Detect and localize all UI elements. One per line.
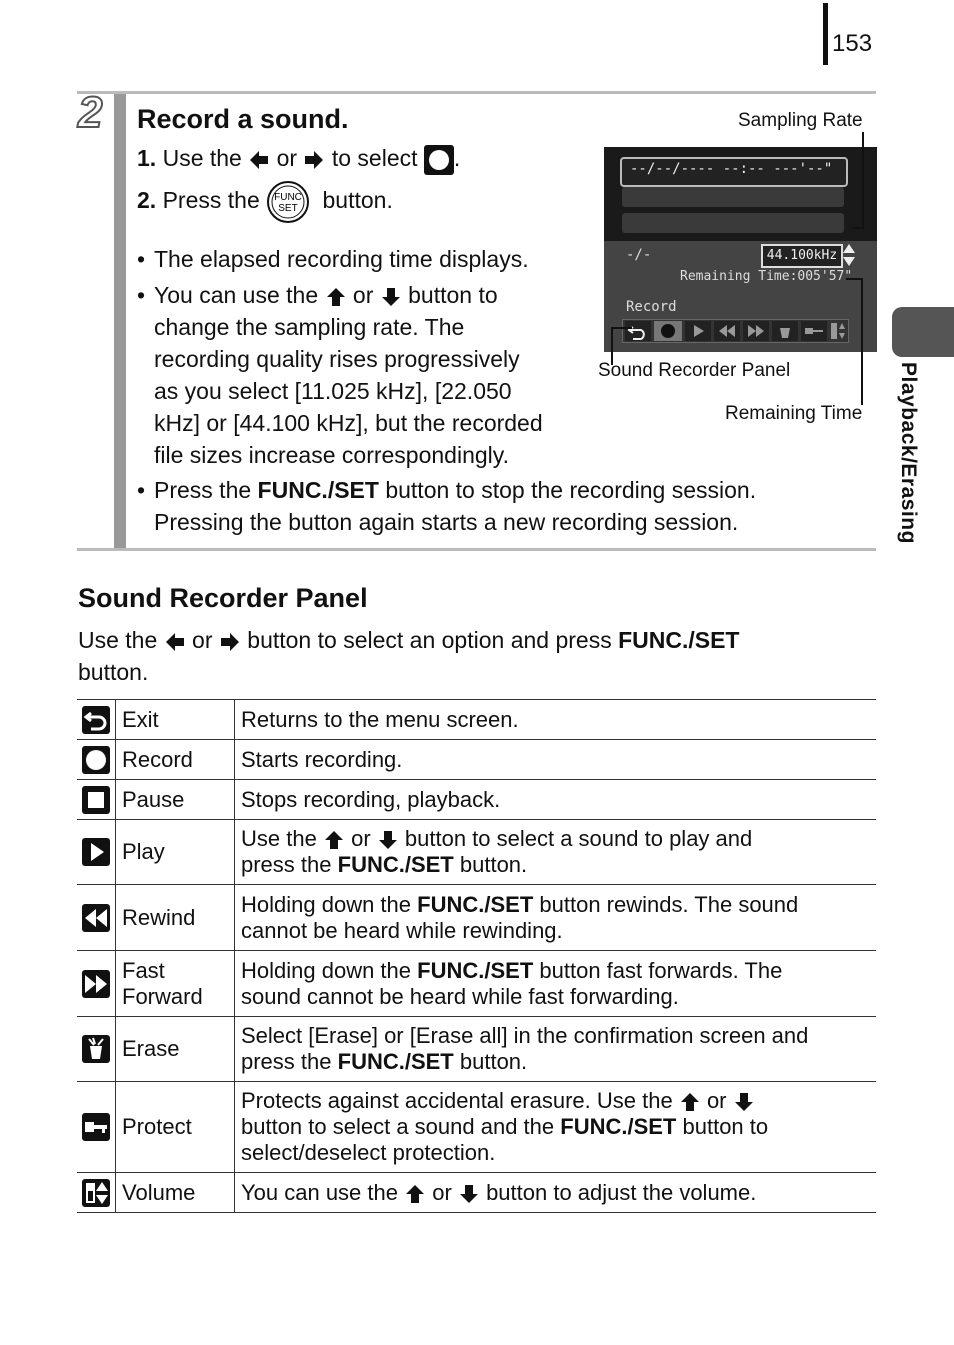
desc-text: press the: [241, 1049, 332, 1074]
substep-1-text-2: to select: [331, 145, 418, 171]
table-row: [77, 1173, 876, 1213]
desc-bold: FUNC./SET: [337, 852, 454, 877]
option-description: [235, 951, 877, 1017]
table-icon-cell: [77, 1173, 116, 1213]
bullet-2-post: button to: [408, 282, 498, 308]
option-description: Returns to the menu screen.: [235, 700, 877, 740]
bullet-3-bold: FUNC./SET: [257, 477, 379, 503]
table-icon-cell: [77, 885, 116, 951]
arrow-up-icon: [404, 1183, 426, 1205]
step-number: 2: [78, 88, 103, 137]
intro-post: button to select an option and press: [247, 627, 612, 653]
counter-text: -/-: [626, 247, 652, 263]
table-row: [77, 1017, 876, 1082]
desc-line-1: [241, 826, 752, 852]
desc-bold: FUNC./SET: [337, 1049, 454, 1074]
desc-bold: FUNC./SET: [417, 957, 534, 983]
substep-1-or: or: [276, 145, 298, 171]
bullet-dot: •: [137, 477, 146, 503]
substep-2-number: 2.: [137, 187, 157, 214]
substep-2: [137, 180, 393, 224]
substep-1-number: 1.: [137, 145, 157, 171]
record-icon: [424, 145, 454, 175]
func-set-button-icon: [266, 180, 310, 224]
volume-icon: [82, 1179, 110, 1207]
option-name-line: Fast: [122, 957, 165, 983]
option-description: [235, 820, 877, 885]
desc-text: select/deselect protection.: [241, 1140, 496, 1165]
desc-text: Select [Erase] or [Erase all] in the confirmation screen and: [241, 1023, 809, 1048]
table-row: [77, 885, 876, 951]
section-title: Sound Recorder Panel: [78, 583, 368, 613]
desc-text: press the: [241, 852, 332, 877]
desc-text: button rewinds. The sound: [539, 891, 799, 917]
desc-text: cannot be heard while rewinding.: [241, 917, 563, 943]
table-row: [77, 951, 876, 1017]
option-name: Play: [116, 820, 235, 885]
desc-text: button.: [459, 1049, 528, 1074]
desc-or: or: [351, 826, 371, 851]
desc-text: Holding down the: [241, 891, 412, 917]
section-intro-line-1: [78, 624, 739, 656]
desc-or: or: [706, 1088, 727, 1113]
section-intro-line-2: button.: [78, 659, 149, 685]
remaining-time-label: Remaining Time: [725, 403, 863, 424]
bullet-2-line-3: recording quality rises progressively: [154, 346, 520, 372]
option-name: Exit: [116, 700, 235, 740]
arrow-down-icon: [733, 1091, 755, 1113]
option-description: [235, 1082, 877, 1173]
table-icon-cell: [77, 820, 116, 885]
exit-icon: [82, 706, 110, 734]
desc-text: Protects against accidental erasure. Use the: [241, 1088, 673, 1113]
arrow-right-icon: [303, 149, 325, 171]
substep-1-end: .: [453, 145, 461, 171]
step-bottom-rule: [77, 548, 876, 551]
desc-bold: FUNC./SET: [417, 891, 534, 917]
pause-icon: [82, 786, 110, 814]
rewind-icon: [82, 904, 110, 932]
date-field-text: --/--/---- --:-- ---'--": [630, 161, 833, 177]
table-row: [77, 820, 876, 885]
bullet-3-post: button to stop the recording session.: [385, 477, 757, 503]
protect-icon: [82, 1113, 110, 1141]
bullet-dot: •: [137, 246, 146, 272]
sampling-rate-label: Sampling Rate: [738, 110, 863, 131]
option-name: Record: [116, 740, 235, 780]
option-name: Rewind: [116, 885, 235, 951]
play-icon: [82, 838, 110, 866]
bullet-2-line-6: file sizes increase correspondingly.: [154, 442, 509, 468]
option-name: Erase: [116, 1017, 235, 1082]
desc-text: button fast forwards. The: [539, 957, 783, 983]
step-side-bar: [114, 94, 126, 549]
option-name: Volume: [116, 1173, 235, 1213]
bullet-2-or: or: [352, 282, 374, 308]
intro-or: or: [192, 627, 213, 653]
arrow-right-icon: [219, 631, 241, 653]
desc-line-1: [241, 1088, 755, 1114]
option-description: Starts recording.: [235, 740, 877, 780]
bullet-2-line-1: [154, 279, 498, 311]
desc-text: button to: [682, 1114, 769, 1139]
option-description: [235, 885, 877, 951]
svg-text:FUNC: FUNC: [274, 192, 303, 203]
table-icon-cell: [77, 700, 116, 740]
arrow-down-icon: [377, 829, 399, 851]
option-name: [116, 951, 235, 1017]
option-description: [235, 1173, 877, 1213]
desc-bold: FUNC./SET: [560, 1114, 677, 1139]
bullet-2-pre: You can use the: [154, 282, 319, 308]
option-name-line: Forward: [122, 983, 203, 1009]
table-icon-cell: [77, 951, 116, 1017]
arrow-up-icon: [323, 829, 345, 851]
page-number: 153: [832, 30, 873, 57]
arrow-down-icon: [458, 1183, 480, 1205]
table-icon-cell: [77, 740, 116, 780]
option-name: Pause: [116, 780, 235, 820]
table-icon-cell: [77, 1017, 116, 1082]
record-label: Record: [626, 299, 677, 315]
step-title: Record a sound.: [137, 104, 349, 134]
section-tab: [892, 307, 954, 357]
svg-text:SET: SET: [278, 203, 298, 214]
bullet-2-line-2: change the sampling rate. The: [154, 314, 465, 340]
step-top-rule: [77, 91, 876, 94]
bullet-1-text: The elapsed recording time displays.: [154, 246, 529, 272]
intro-pre: Use the: [78, 627, 158, 653]
desc-text: Use the: [241, 826, 317, 851]
page-number-rule: [823, 3, 828, 65]
table-row: [77, 740, 876, 780]
bullet-3-line-2: Pressing the button again starts a new recording session.: [154, 509, 739, 535]
table-icon-cell: [77, 780, 116, 820]
desc-or: or: [432, 1179, 452, 1205]
bullet-3-line-1: [154, 474, 756, 506]
desc-text: You can use the: [241, 1179, 398, 1205]
bullet-2-line-5: kHz] or [44.100 kHz], but the recorded: [154, 410, 543, 436]
option-description: Stops recording, playback.: [235, 780, 877, 820]
option-name: Protect: [116, 1082, 235, 1173]
desc-text: Holding down the: [241, 957, 412, 983]
intro-bold: FUNC./SET: [618, 627, 740, 653]
substep-2-text: Press the: [162, 187, 260, 214]
panel-options-table: [77, 699, 876, 1213]
table-row: [77, 780, 876, 820]
record-icon: [82, 746, 110, 774]
arrow-left-icon: [248, 149, 270, 171]
bullet-2-line-4: as you select [11.025 kHz], [22.050: [154, 378, 512, 404]
fast-forward-icon: [82, 970, 110, 998]
table-row: [77, 1082, 876, 1173]
arrow-up-icon: [325, 286, 347, 308]
desc-text: button.: [459, 852, 528, 877]
arrow-down-icon: [380, 286, 402, 308]
substep-1: [137, 142, 460, 175]
option-description: [235, 1017, 877, 1082]
desc-text: sound cannot be heard while fast forwarding.: [241, 983, 679, 1009]
desc-text: button to adjust the volume.: [486, 1179, 757, 1205]
sound-recorder-panel-label: Sound Recorder Panel: [598, 360, 791, 381]
bullet-dot: •: [137, 282, 146, 308]
erase-icon: [82, 1035, 110, 1063]
arrow-left-icon: [164, 631, 186, 653]
substep-2-text-2: button.: [322, 187, 393, 214]
remaining-time-text: Remaining Time:005'57": [680, 269, 853, 284]
section-tab-label: Playback/Erasing: [897, 362, 920, 544]
desc-text: button to select a sound to play and: [404, 826, 753, 851]
arrow-up-icon: [679, 1091, 701, 1113]
table-icon-cell: [77, 1082, 116, 1173]
sampling-rate-field: 44.100kHz: [761, 244, 843, 268]
table-row: [77, 700, 876, 740]
desc-text: button to select a sound and the: [241, 1114, 555, 1139]
substep-1-text: Use the: [162, 145, 242, 171]
bullet-3-pre: Press the: [154, 477, 252, 503]
